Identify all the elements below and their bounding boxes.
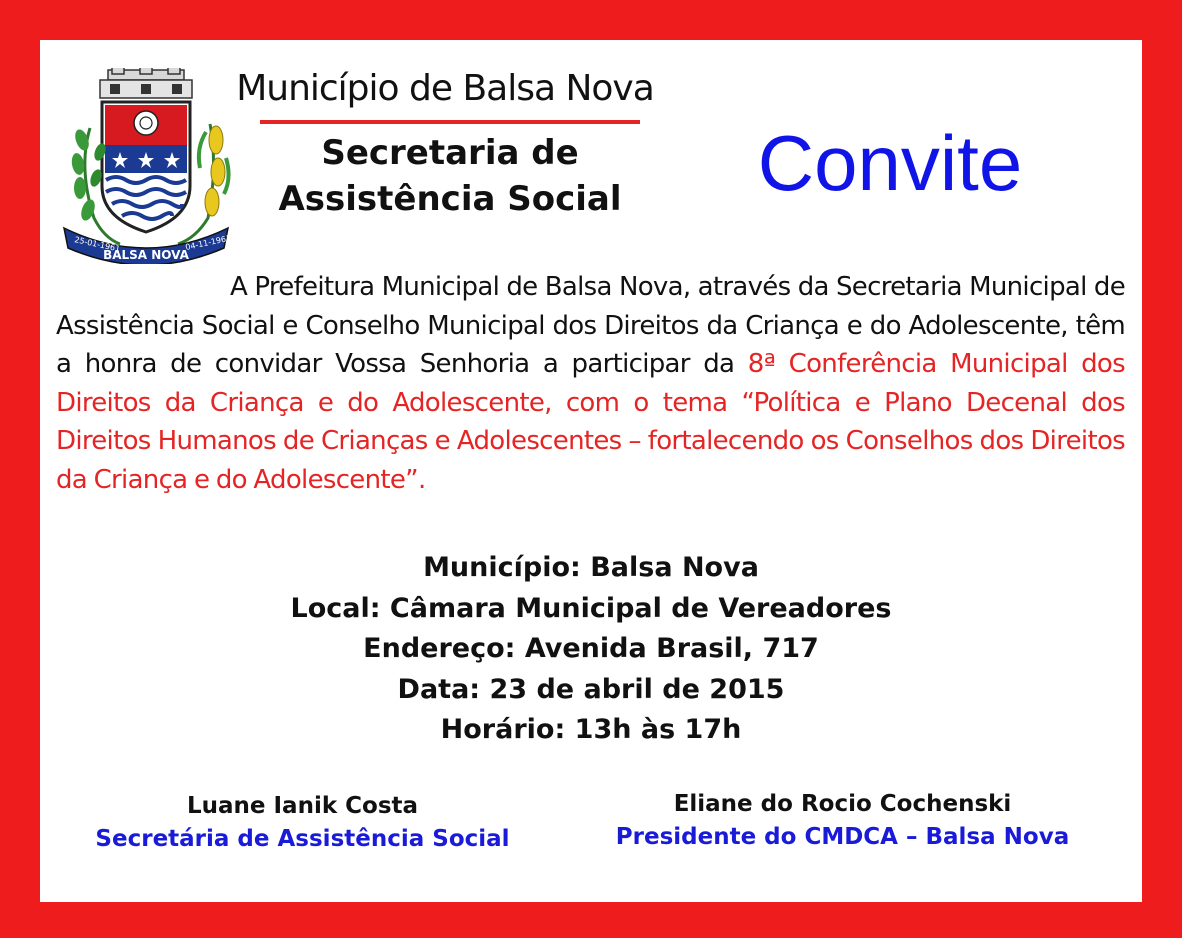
crest-name: BALSA NOVA — [103, 248, 189, 262]
invitation-card — [40, 40, 1142, 902]
municipal-crest-icon — [60, 68, 232, 264]
signature-role: Presidente do CMDCA – Balsa Nova — [615, 824, 1070, 850]
header-divider — [260, 120, 640, 124]
crest-date-right: 04-11-1961 — [184, 233, 232, 252]
detail-address: Endereço: Avenida Brasil, 717 — [363, 633, 819, 664]
detail-municipality: Município: Balsa Nova — [423, 552, 759, 583]
municipality-name: Município de Balsa Nova — [236, 68, 654, 109]
signature-secretary — [60, 790, 545, 856]
signature-name: Luane Ianik Costa — [186, 793, 419, 819]
event-details — [40, 548, 1142, 751]
department-name — [250, 130, 650, 222]
page-title: Convite — [757, 119, 1023, 207]
conference-highlight: 8ª Conferência Municipal dos Direitos da Criança e do Adolescente, com o tema “Política e Plano Decenal dos Direitos Humanos de Crianças e Adolescentes – fortalecendo os Conselhos dos Direitos da Criança e do Adolescente”. — [56, 349, 1125, 495]
detail-date: Data: 23 de abril de 2015 — [397, 673, 785, 705]
detail-location: Local: Câmara Municipal de Vereadores — [290, 592, 892, 624]
invitation-intro: A Prefeitura Municipal de Balsa Nova, através da Secretaria Municipal de Assistência Social e Conselho Municipal dos Direitos da Criança e do Adolescente, têm a honra de convidar Vossa Senhoria a participar da — [56, 272, 1125, 379]
detail-time: Horário: 13h às 17h — [440, 714, 742, 745]
department-line-1: Secretaria de — [321, 133, 579, 173]
signature-role: Secretária de Assistência Social — [95, 826, 510, 852]
signature-name: Eliane do Rocio Cochenski — [673, 791, 1012, 817]
department-line-2: Assistência Social — [278, 179, 622, 219]
signature-president — [580, 788, 1105, 854]
crest-date-left: 25-01-1961 — [73, 235, 121, 254]
invitation-text — [56, 268, 1125, 499]
